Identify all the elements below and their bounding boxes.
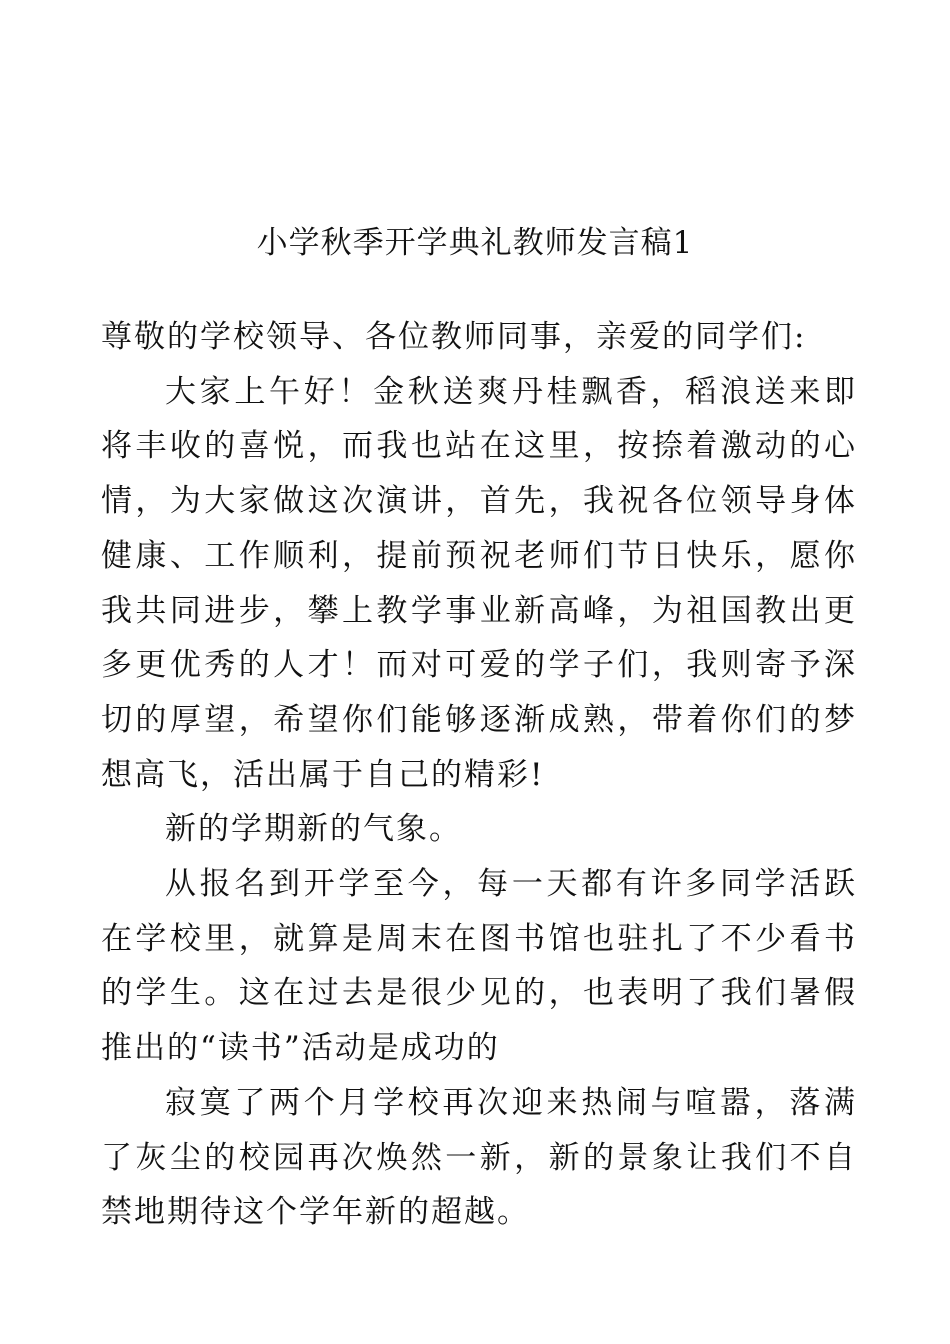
salutation: 尊敬的学校领导、各位教师同事，亲爱的同学们:: [101, 319, 807, 355]
paragraph-4: 寂寞了两个月学校再次迎来热闹与喧嚣，落满了灰尘的校园再次焕然一新，新的景象让我们不自禁地期待这个学年新的超越。: [101, 1084, 857, 1231]
paragraph-3: 从报名到开学至今，每一天都有许多同学活跃在学校里，就算是周末在图书馆也驻扎了不少看书的学生。这在过去是很少见的，也表明了我们暑假推出的“读书”活动是成功的: [101, 866, 857, 1067]
paragraph-2: 新的学期新的气象。: [165, 811, 462, 848]
document-title: 小学秋季开学典礼教师发言稿1: [256, 225, 694, 261]
paragraph-1: 大家上午好！金秋送爽丹桂飘香，稻浪送来即将丰收的喜悦，而我也站在这里，按捺着激动的心情，为大家做这次演讲，首先，我祝各位领导身体健康、工作顺利，提前预祝老师们节日快乐，愿你我共同进步，攀上教学事业新高峰，为祖国教出更多更优秀的人才！而对可爱的学子们，我则寄予深切的厚望，希望你们能够逐渐成熟，带着你们的梦想高飞，活出属于自己的精彩!: [101, 373, 857, 793]
document-body: [101, 310, 857, 1240]
